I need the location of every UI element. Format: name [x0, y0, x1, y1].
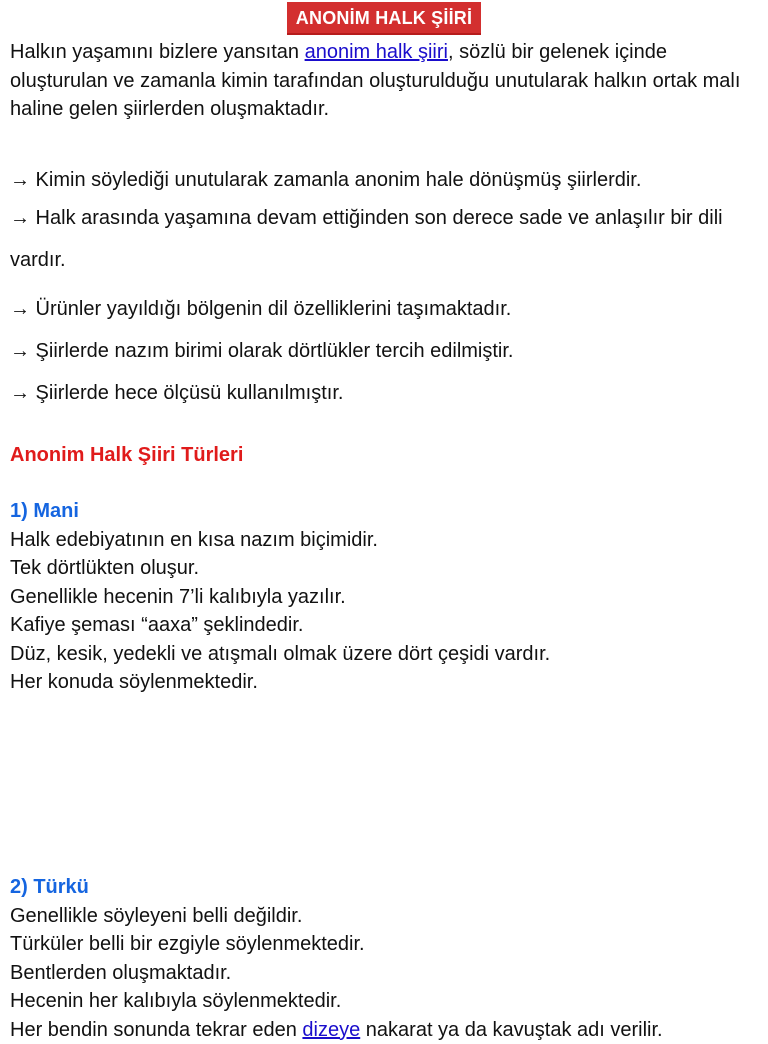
feature-item: → Şiirlerde nazım birimi olarak dörtlükler tercih edilmiştir.	[10, 337, 762, 365]
turku-line: Hecenin her kalıbıyla söylenmektedir.	[10, 987, 762, 1016]
mani-section	[10, 497, 762, 697]
turku-heading: 2) Türkü	[10, 873, 762, 902]
feature-item: → Ürünler yayıldığı bölgenin dil özelliklerini taşımaktadır.	[10, 295, 762, 323]
title-wrap	[0, 2, 768, 35]
turku-section	[10, 873, 762, 1044]
turku-partial-end: nakarat ya da kavuştak adı verilir.	[360, 1019, 662, 1041]
turku-line: Genellikle söyleyeni belli değildir.	[10, 902, 762, 931]
mani-line: Genellikle hecenin 7’li kalıbıyla yazılır.	[10, 583, 762, 612]
turku-partial-start: Her bendin sonunda tekrar eden	[10, 1019, 302, 1041]
dizeye-link[interactable]: dizeye	[302, 1019, 360, 1041]
mani-heading: 1) Mani	[10, 497, 762, 526]
mani-line: Halk edebiyatının en kısa nazım biçimidir.	[10, 526, 762, 555]
turku-line: Bentlerden oluşmaktadır.	[10, 959, 762, 988]
mani-line: Düz, kesik, yedekli ve atışmalı olmak üzere dört çeşidi vardır.	[10, 640, 762, 669]
intro-text-end: , sözlü bir gelenek içinde oluşturulan ve zamanla kimin tarafından oluşturulduğu unutularak halkın ortak malı haline gelen şiirlerden oluşmaktadır.	[10, 41, 740, 120]
anonim-halk-siiri-link[interactable]: anonim halk şiiri	[305, 41, 448, 63]
turku-line: Türküler belli bir ezgiyle söylenmektedir.	[10, 930, 762, 959]
feature-item: → Şiirlerde hece ölçüsü kullanılmıştır.	[10, 379, 762, 407]
feature-item: → Halk arasında yaşamına devam ettiğinden son derece sade ve anlaşılır bir dili vardır.	[10, 197, 762, 281]
feature-item: → Kimin söylediği unutularak zamanla anonim hale dönüşmüş şiirlerdir.	[10, 166, 762, 194]
mani-line: Her konuda söylenmektedir.	[10, 668, 762, 697]
turku-line-partial	[10, 1016, 762, 1044]
page-title: ANONİM HALK ŞİİRİ	[287, 2, 481, 35]
mani-line: Kafiye şeması “aaxa” şeklindedir.	[10, 611, 762, 640]
intro-paragraph	[10, 38, 762, 124]
intro-text-start: Halkın yaşamını bizlere yansıtan	[10, 41, 305, 63]
section-heading: Anonim Halk Şiiri Türleri	[10, 441, 762, 470]
features-list	[10, 166, 762, 407]
article-body	[10, 38, 762, 697]
mani-line: Tek dörtlükten oluşur.	[10, 554, 762, 583]
